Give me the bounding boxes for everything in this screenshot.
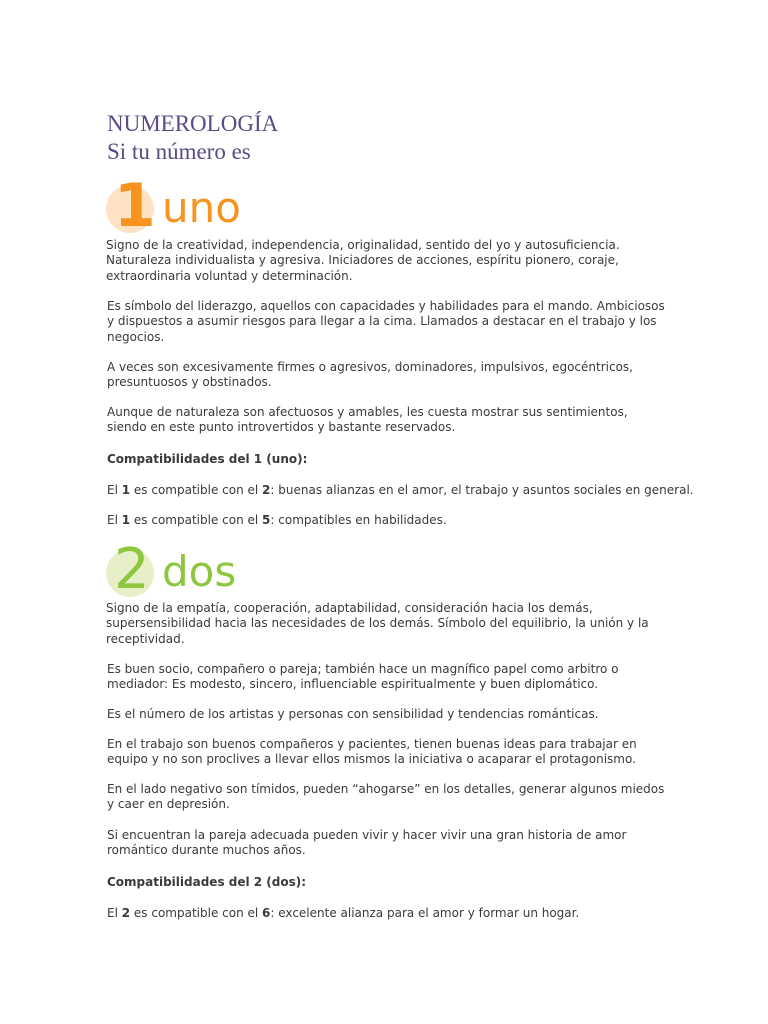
paragraph: Si encuentran la pareja adecuada pueden vivir y hacer vivir una gran historia de amor romántico durante muchos años. [107, 828, 627, 858]
number-header-dos [106, 537, 406, 610]
number-digit: 2 [114, 537, 150, 602]
title-line-1: NUMEROLOGÍA [107, 111, 279, 136]
paragraph: Es buen socio, compañero o pareja; también hace un magnífico papel como arbitro o mediador: Es modesto, sincero, influenciable espiritualmente y buen diplomático. [107, 662, 619, 692]
compat-heading: Compatibilidades del 1 (uno): [107, 452, 308, 466]
paragraph: En el lado negativo son tímidos, pueden “ahogarse” en los detalles, generar algunos miedos y caer en depresión. [107, 782, 665, 812]
number-word: dos [162, 547, 237, 596]
paragraph: Signo de la creatividad, independencia, originalidad, sentido del yo y autosuficiencia. Naturaleza individualista y agresiva. Iniciadores de acciones, espíritu pionero, coraje, extraordinaria voluntad y determinación. [106, 238, 620, 283]
compat-line: El 1 es compatible con el 5: compatibles en habilidades. [107, 513, 447, 527]
number-word: uno [162, 183, 241, 232]
number-digit: 1 [114, 171, 156, 241]
number-header-uno [106, 171, 406, 246]
page-title [107, 110, 278, 166]
paragraph: Signo de la empatía, cooperación, adaptabilidad, consideración hacia los demás, supersensibilidad hacia las necesidades de los demás. Símbolo del equilibrio, la unión y la receptividad. [106, 601, 649, 646]
paragraph: Es el número de los artistas y personas con sensibilidad y tendencias románticas. [107, 707, 599, 721]
compat-line: El 2 es compatible con el 6: excelente alianza para el amor y formar un hogar. [107, 906, 580, 920]
paragraph: Aunque de naturaleza son afectuosos y amables, les cuesta mostrar sus sentimientos, siendo en este punto introvertidos y bastante reservados. [107, 405, 628, 435]
title-line-2: Si tu número es [107, 139, 251, 164]
paragraph: A veces son excesivamente firmes o agresivos, dominadores, impulsivos, egocéntricos, presuntuosos y obstinados. [107, 360, 633, 390]
compat-heading: Compatibilidades del 2 (dos): [107, 875, 307, 889]
paragraph: Es símbolo del liderazgo, aquellos con capacidades y habilidades para el mando. Ambiciosos y dispuestos a asumir riesgos para llegar a la cima. Llamados a destacar en el trabajo y los negocios. [107, 299, 665, 344]
compat-line: El 1 es compatible con el 2: buenas alianzas en el amor, el trabajo y asuntos sociales en general. [107, 483, 694, 497]
paragraph: En el trabajo son buenos compañeros y pacientes, tienen buenas ideas para trabajar en equipo y no son proclives a llevar ellos mismos la iniciativa o acaparar el protagonismo. [107, 737, 637, 767]
